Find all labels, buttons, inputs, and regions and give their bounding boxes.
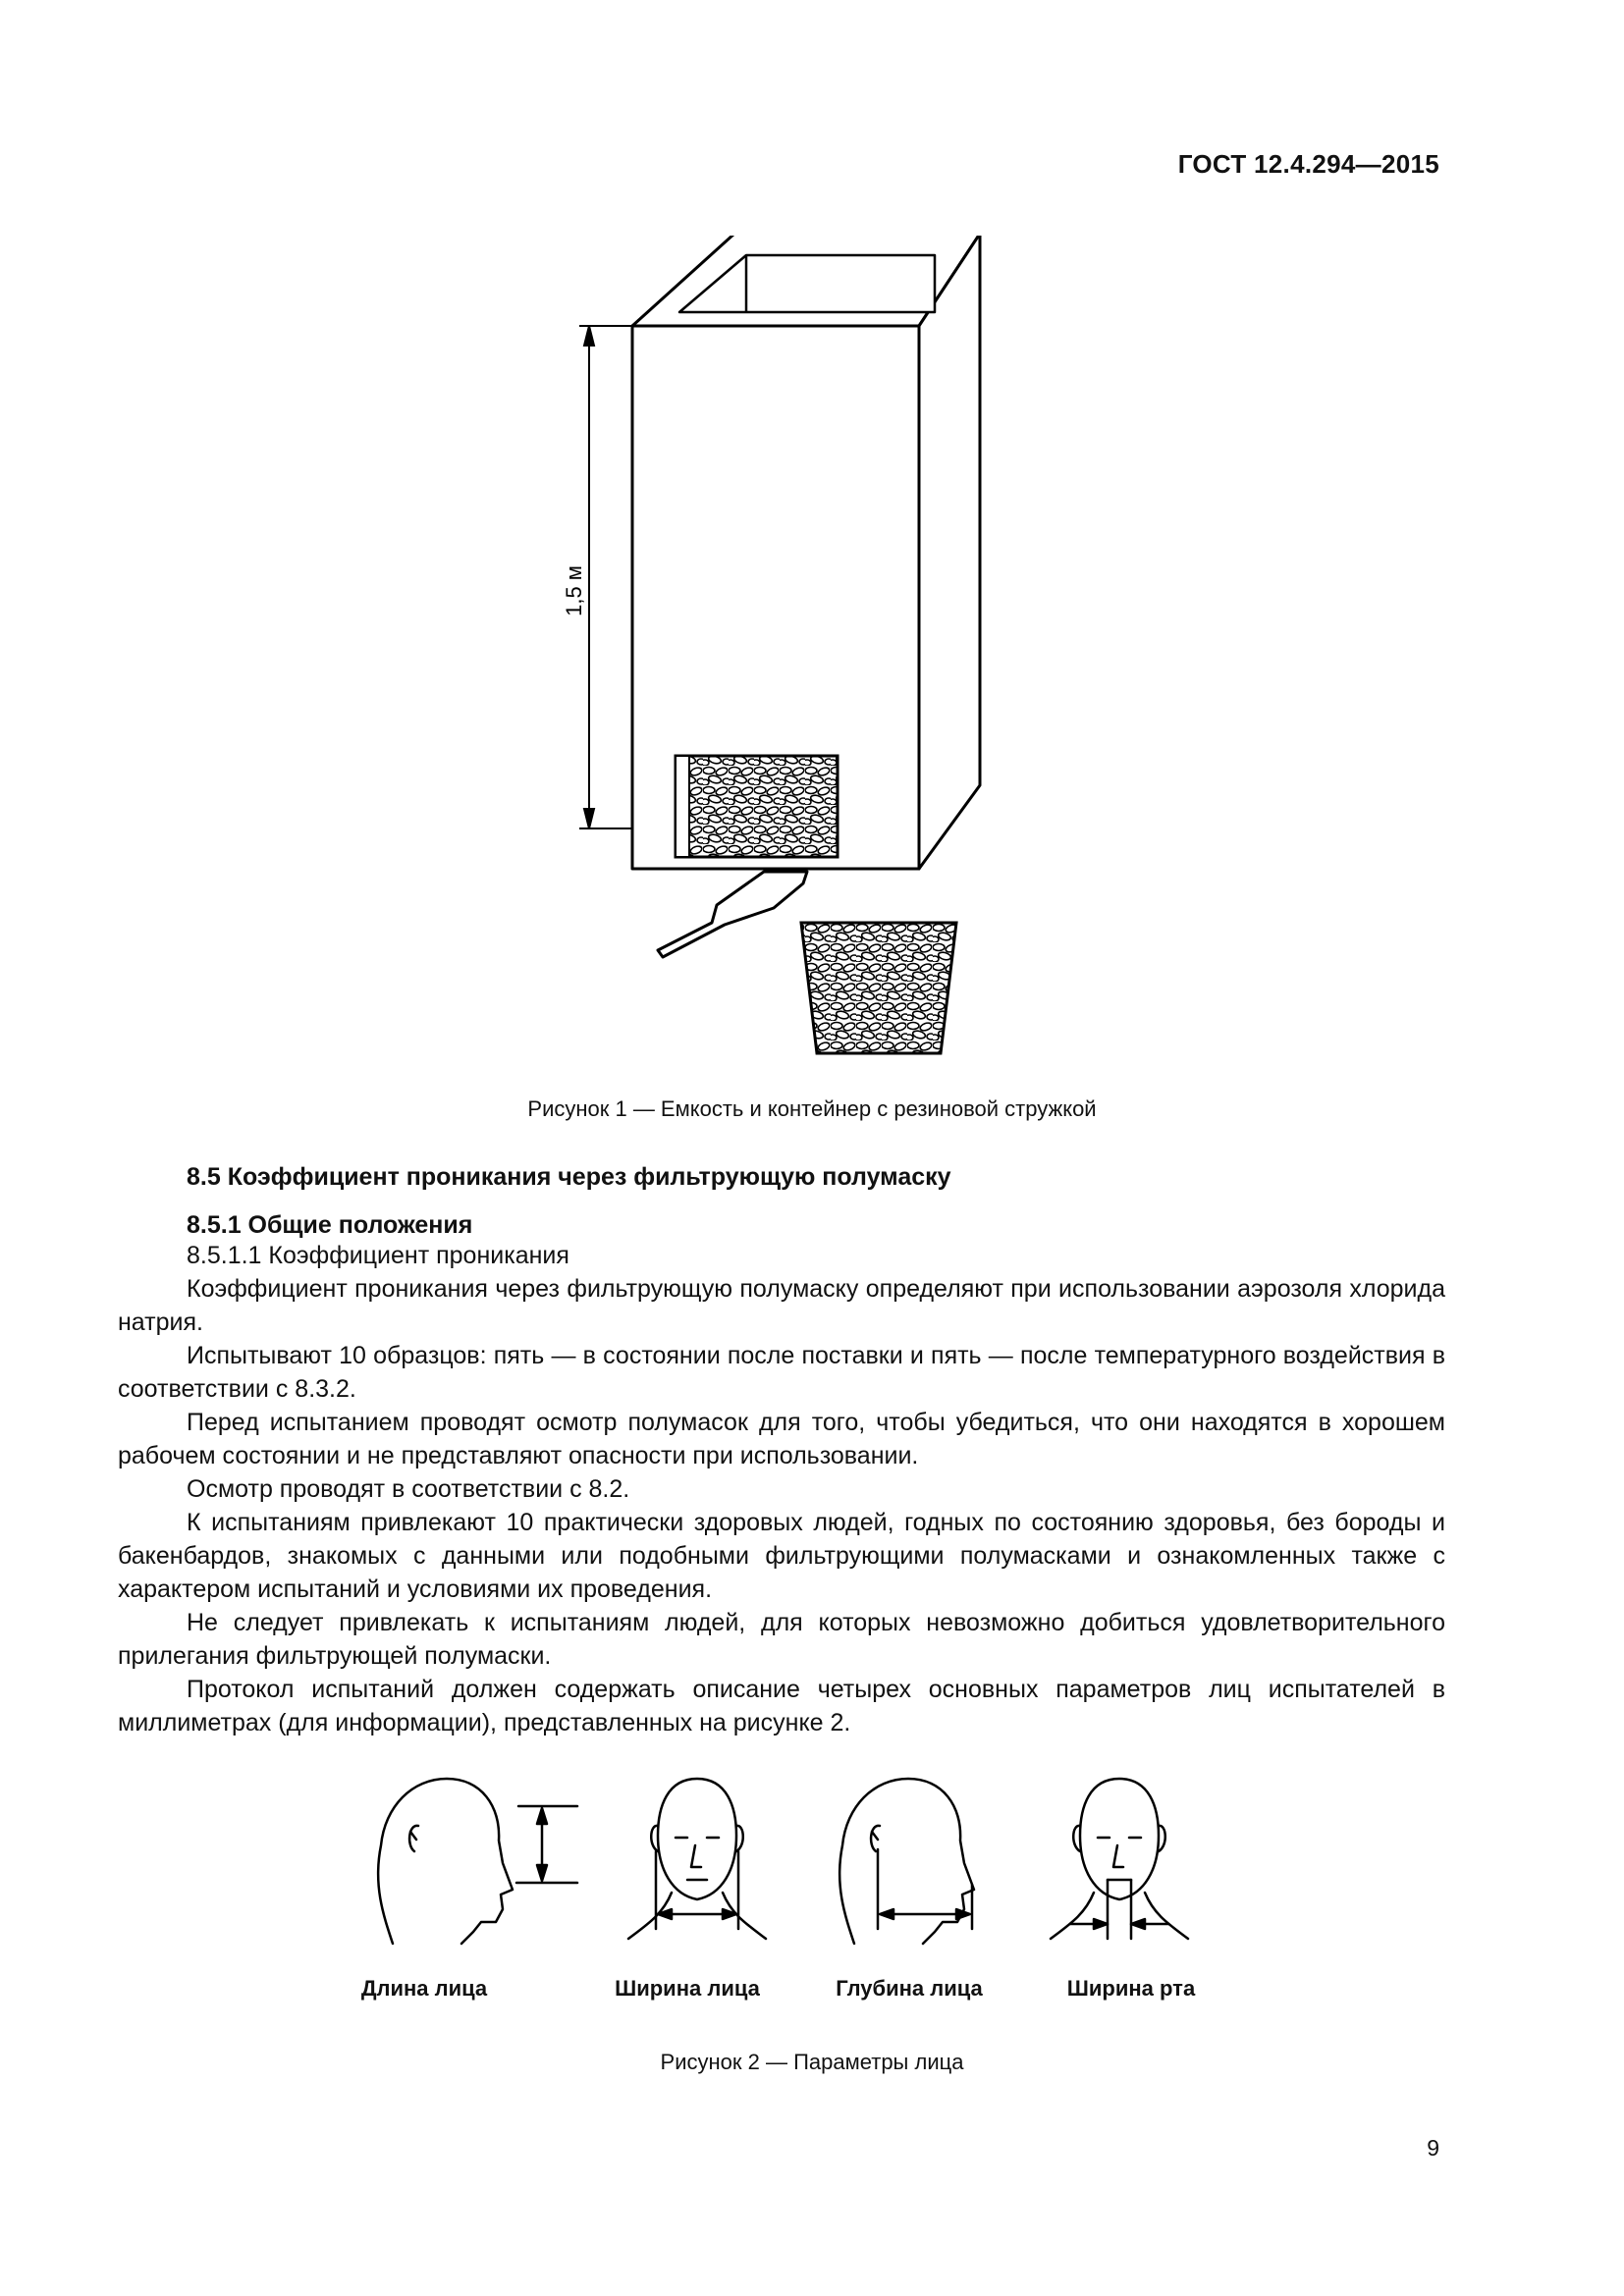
- paragraph: Коэффициент проникания через фильтрующую полумаску определяют при использовании аэрозоля хлорида натрия.: [118, 1275, 1445, 1336]
- access-opening: [676, 756, 838, 857]
- section-heading: 8.5 Коэффициент проникания через фильтрующую полумаску: [187, 1163, 951, 1191]
- mouth-width-diagram: [1051, 1779, 1188, 1939]
- paragraph: К испытаниям привлекают 10 практически здоровых людей, годных по состоянию здоровья, без бороды и бакенбардов, знакомых с данными или подобными фильтрующими полумасками и ознакомленных также с характером испытаний и условиями их проведения.: [118, 1509, 1445, 1603]
- height-label: 1,5 м: [562, 565, 586, 616]
- document-code: ГОСТ 12.4.294—2015: [1177, 149, 1439, 179]
- label-face-width: Ширина лица: [615, 1976, 760, 2001]
- paragraph: 8.5.1.1 Коэффициент проникания: [187, 1242, 569, 1269]
- figure-2-caption: Рисунок 2 — Параметры лица: [660, 2050, 964, 2074]
- scoop-tool: [658, 872, 807, 957]
- label-mouth-width: Ширина рта: [1066, 1976, 1196, 2001]
- face-width-diagram: [628, 1779, 766, 1939]
- figure-container-diagram: [550, 236, 1011, 1070]
- subsection-heading: 8.5.1 Общие положения: [187, 1211, 473, 1239]
- figure-face-parameters: [334, 1767, 1296, 1963]
- paragraph: Не следует привлекать к испытаниям людей, для которых невозможно добиться удовлетворительного прилегания фильтрующей полумаски.: [118, 1609, 1445, 1670]
- face-depth-diagram: [839, 1779, 974, 1944]
- face-length-diagram: [378, 1779, 577, 1944]
- page-number: 9: [1427, 2135, 1439, 2161]
- section-body: [118, 1239, 1445, 1739]
- paragraph: Протокол испытаний должен содержать описание четырех основных параметров лиц испытателей в миллиметрах (для информации), представленных на рисунке 2.: [118, 1676, 1445, 1736]
- paragraph: Испытывают 10 образцов: пять — в состоянии после поставки и пять — после температурного воздействия в соответствии с 8.3.2.: [118, 1342, 1445, 1403]
- crumb-container: [801, 923, 956, 1053]
- paragraph: Осмотр проводят в соответствии с 8.2.: [187, 1475, 630, 1503]
- label-face-depth: Глубина лица: [836, 1976, 983, 2001]
- label-face-length: Длина лица: [360, 1976, 488, 2001]
- paragraph: Перед испытанием проводят осмотр полумасок для того, чтобы убедиться, что они находятся в хорошем рабочем состоянии и не представляют опасности при использовании.: [118, 1409, 1445, 1469]
- figure-1-caption: Рисунок 1 — Емкость и контейнер с резиновой стружкой: [527, 1096, 1097, 1121]
